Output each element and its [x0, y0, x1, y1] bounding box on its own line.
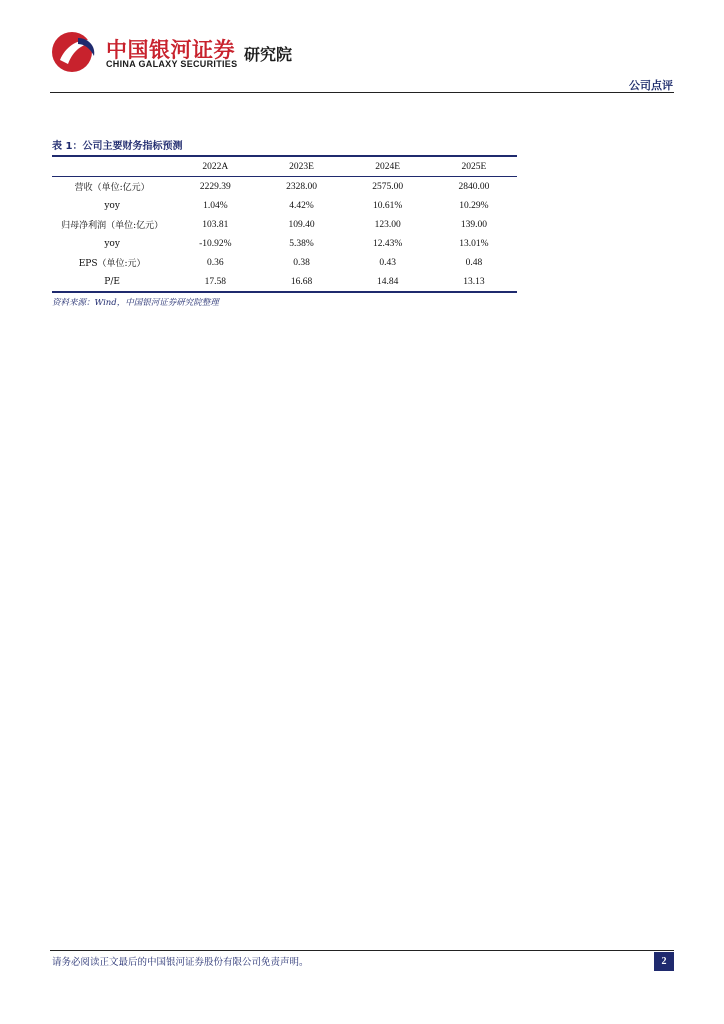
- table-cell: 1.04%: [203, 200, 228, 211]
- table-cell: 4.42%: [289, 200, 314, 211]
- table-row: [52, 234, 517, 253]
- galaxy-logo-icon: [50, 30, 100, 74]
- header-divider: [50, 92, 674, 93]
- table-cell: 2229.39: [199, 181, 231, 192]
- table-cell: 109.40: [288, 219, 315, 230]
- row-label: 营收（单位:亿元）: [74, 183, 150, 193]
- table-cell: 123.00: [374, 219, 401, 230]
- table-cell: 14.84: [376, 276, 399, 287]
- document-type: 公司点评: [629, 79, 673, 92]
- table-cell: 0.48: [465, 257, 483, 268]
- column-header: 2024E: [375, 161, 401, 172]
- table-row: [52, 196, 517, 215]
- table-row: [52, 177, 517, 197]
- table-row: [52, 272, 517, 292]
- financial-forecast-table: [52, 155, 517, 293]
- table-cell: 13.01%: [459, 238, 489, 249]
- table-cell: 10.61%: [373, 200, 403, 211]
- table-cell: 0.43: [379, 257, 396, 268]
- row-label: P/E: [104, 276, 120, 287]
- table-row: [52, 253, 517, 272]
- table-cell: 5.38%: [289, 238, 314, 249]
- row-label: yoy: [104, 238, 120, 249]
- table-cell: 12.43%: [373, 238, 403, 249]
- table-cell: 0.36: [207, 257, 224, 268]
- table-cell: 139.00: [460, 219, 487, 230]
- column-header: 2025E: [461, 161, 487, 172]
- table-cell: -10.92%: [199, 238, 232, 249]
- brand-institute: 研究院: [244, 45, 293, 64]
- footer-divider: [50, 950, 674, 951]
- column-header: [52, 156, 172, 177]
- table-header-row: [52, 156, 517, 177]
- table-cell: 17.58: [204, 276, 227, 287]
- table-cell: 16.68: [290, 276, 313, 287]
- table-cell: 103.81: [202, 219, 229, 230]
- table-title: 表 1：公司主要财务指标预测: [52, 141, 183, 152]
- table-cell: 13.13: [463, 276, 485, 287]
- page-number: 2: [654, 952, 674, 971]
- column-header: 2022A: [202, 161, 229, 172]
- row-label: EPS（单位:元）: [78, 259, 146, 269]
- table-cell: 0.38: [293, 257, 310, 268]
- table-cell: 2328.00: [286, 181, 317, 192]
- row-label: 归母净利润（单位:亿元）: [61, 221, 164, 231]
- table-cell: 2840.00: [458, 181, 490, 192]
- table-cell: 10.29%: [459, 200, 489, 211]
- table-source-note: 资料来源：Wind，中国银河证券研究院整理: [52, 298, 219, 308]
- table-cell: 2575.00: [372, 181, 404, 192]
- brand-name-cn: 中国银河证券: [106, 38, 235, 62]
- column-header: 2023E: [289, 161, 314, 172]
- row-label: yoy: [104, 200, 120, 211]
- brand-name-en: CHINA GALAXY SECURITIES: [106, 59, 238, 69]
- disclaimer-text: 请务必阅读正文最后的中国银河证券股份有限公司免责声明。: [52, 957, 309, 968]
- table-row: [52, 215, 517, 234]
